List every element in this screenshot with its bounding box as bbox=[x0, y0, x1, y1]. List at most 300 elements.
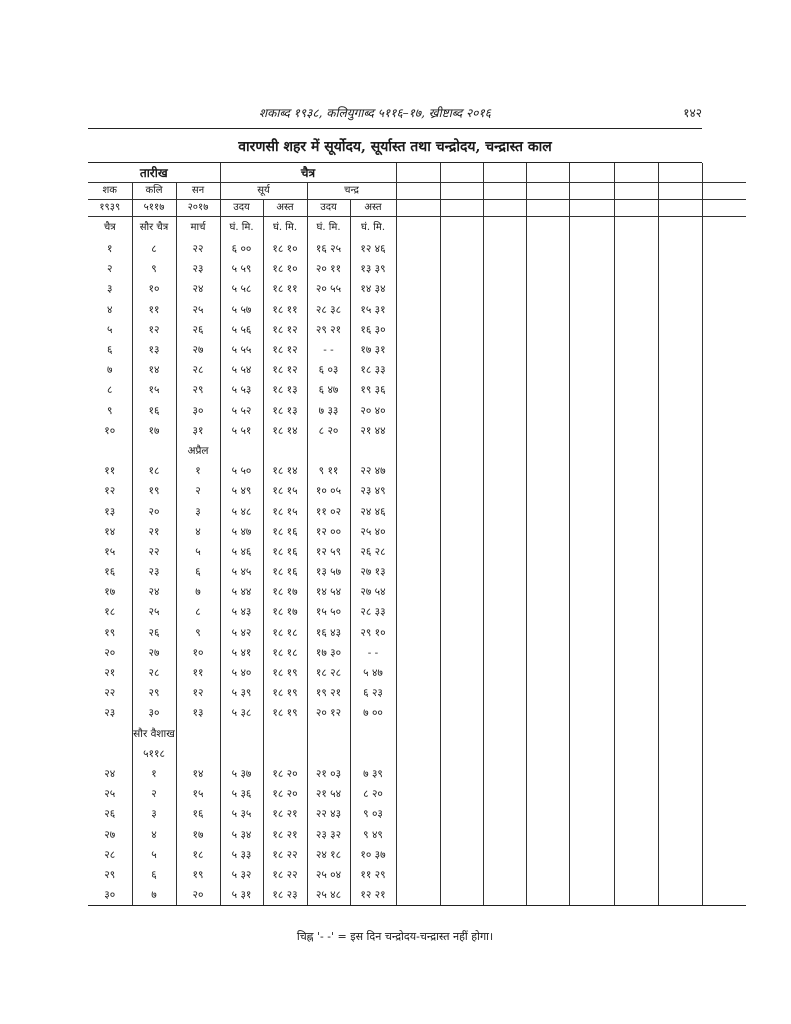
table-cell: ११ bbox=[132, 300, 176, 320]
unit-cell: चैत्र bbox=[103, 222, 116, 233]
table-cell: ५ ४९ bbox=[220, 481, 263, 501]
empty-cell bbox=[658, 703, 702, 723]
table-cell: ५ ४३ bbox=[220, 602, 263, 622]
empty-cell bbox=[483, 461, 526, 481]
empty-cell bbox=[658, 522, 702, 542]
table-cell: सौर वैशाख bbox=[132, 724, 176, 744]
table-row bbox=[88, 582, 746, 602]
table-cell: ५ ४८ bbox=[220, 501, 263, 521]
table-cell: ५ ३५ bbox=[220, 804, 263, 824]
empty-cell bbox=[396, 380, 440, 400]
empty-cell bbox=[569, 643, 614, 663]
empty-cell bbox=[396, 784, 440, 804]
empty-cell bbox=[483, 320, 526, 340]
empty-cell bbox=[569, 340, 614, 360]
table-cell: ५ ५१ bbox=[220, 421, 263, 441]
empty-cell bbox=[614, 340, 658, 360]
table-cell: २० bbox=[104, 646, 116, 659]
table-row bbox=[88, 380, 746, 400]
table-cell: १८ १० bbox=[263, 239, 307, 259]
empty-cell bbox=[440, 360, 483, 380]
table-cell bbox=[220, 724, 263, 744]
table-cell: २९ १० bbox=[350, 623, 396, 643]
empty-cell bbox=[658, 724, 702, 744]
empty-cell bbox=[569, 885, 614, 906]
empty-cell bbox=[526, 239, 569, 259]
empty-cell bbox=[702, 784, 746, 804]
empty-cell bbox=[569, 421, 614, 441]
empty-cell bbox=[614, 562, 658, 582]
table-cell: १८ २८ bbox=[307, 663, 350, 683]
empty-cell bbox=[396, 360, 440, 380]
table-cell: १२ २१ bbox=[350, 885, 396, 906]
table-cell: ८ bbox=[107, 384, 113, 397]
empty-cell bbox=[526, 461, 569, 481]
table-cell bbox=[88, 441, 132, 461]
empty-cell bbox=[658, 744, 702, 764]
empty-cell bbox=[614, 845, 658, 865]
table-cell: २५ bbox=[132, 602, 176, 622]
chandra-header: चन्द्र bbox=[307, 183, 396, 200]
table-cell: २१ bbox=[104, 667, 116, 680]
table-cell: ९ ०३ bbox=[350, 804, 396, 824]
empty-cell bbox=[658, 824, 702, 844]
empty-cell bbox=[658, 259, 702, 279]
empty-cell bbox=[483, 421, 526, 441]
kali-header: कलि bbox=[132, 183, 176, 200]
unit-cell: मार्च bbox=[176, 217, 220, 240]
empty-cell bbox=[483, 764, 526, 784]
empty-cell bbox=[440, 703, 483, 723]
empty-cell bbox=[614, 380, 658, 400]
table-cell: १० bbox=[176, 643, 220, 663]
table-cell: ८ bbox=[176, 602, 220, 622]
table-cell: ४ bbox=[107, 303, 113, 316]
empty-cell bbox=[658, 804, 702, 824]
empty-cell bbox=[526, 522, 569, 542]
empty-cell bbox=[702, 340, 746, 360]
table-cell: ५ ३७ bbox=[220, 764, 263, 784]
table-cell: ५११८ bbox=[132, 744, 176, 764]
table-cell: १८ ११ bbox=[263, 300, 307, 320]
empty-cell bbox=[526, 824, 569, 844]
empty-cell bbox=[614, 441, 658, 461]
table-cell: ३० bbox=[88, 885, 132, 906]
table-row bbox=[88, 481, 746, 501]
table-row bbox=[88, 643, 746, 663]
empty-cell bbox=[569, 259, 614, 279]
table-cell: १९ bbox=[132, 481, 176, 501]
table-cell: ५ ५७ bbox=[220, 300, 263, 320]
table-row bbox=[88, 683, 746, 703]
empty-cell bbox=[396, 865, 440, 885]
table-cell: १९ ३६ bbox=[350, 380, 396, 400]
empty-cell bbox=[658, 582, 702, 602]
table-cell: २ bbox=[132, 784, 176, 804]
empty-cell bbox=[396, 481, 440, 501]
table-cell: अप्रैल bbox=[176, 441, 220, 461]
table-cell: २९ bbox=[132, 683, 176, 703]
empty-cell bbox=[614, 784, 658, 804]
table-cell: ७ bbox=[176, 582, 220, 602]
table-cell: २९ २१ bbox=[307, 320, 350, 340]
table-cell: २० १२ bbox=[307, 703, 350, 723]
unit-cell: घं. मि. bbox=[307, 217, 350, 240]
empty-cell bbox=[569, 360, 614, 380]
empty-cell bbox=[569, 623, 614, 643]
empty-cell bbox=[440, 441, 483, 461]
empty-cell bbox=[702, 300, 746, 320]
table-cell: १८ १५ bbox=[263, 501, 307, 521]
empty-cell bbox=[483, 865, 526, 885]
empty-cell bbox=[702, 562, 746, 582]
table-cell: २२ bbox=[104, 687, 116, 700]
empty-cell bbox=[569, 401, 614, 421]
empty-cell bbox=[526, 804, 569, 824]
empty-cell bbox=[396, 259, 440, 279]
empty-cell bbox=[440, 643, 483, 663]
empty-cell bbox=[614, 744, 658, 764]
empty-cell bbox=[614, 279, 658, 299]
empty-cell bbox=[614, 623, 658, 643]
table-cell: ६ २३ bbox=[350, 683, 396, 703]
empty-cell bbox=[658, 865, 702, 885]
empty-cell bbox=[658, 562, 702, 582]
surya-header: सूर्य bbox=[220, 183, 307, 200]
table-cell: १२ bbox=[176, 683, 220, 703]
table-cell: १५ bbox=[176, 784, 220, 804]
empty-cell bbox=[569, 501, 614, 521]
table-cell: १५ bbox=[132, 380, 176, 400]
table-row bbox=[88, 360, 746, 380]
table-row bbox=[88, 623, 746, 643]
empty-cell bbox=[658, 602, 702, 622]
empty-cell bbox=[658, 663, 702, 683]
table-row bbox=[88, 421, 746, 441]
empty-cell bbox=[614, 421, 658, 441]
empty-cell bbox=[483, 441, 526, 461]
empty-cell bbox=[440, 602, 483, 622]
table-cell: १६ bbox=[132, 401, 176, 421]
table-cell: १४ ५४ bbox=[307, 582, 350, 602]
san-year: २०१७ bbox=[176, 200, 220, 217]
table-row bbox=[88, 239, 746, 259]
table-cell: १५ ५० bbox=[307, 602, 350, 622]
table-cell: ५ ३४ bbox=[220, 824, 263, 844]
table-cell: २० bbox=[132, 501, 176, 521]
table-cell: ११ bbox=[176, 663, 220, 683]
table-cell: ४ bbox=[176, 522, 220, 542]
empty-cell bbox=[569, 481, 614, 501]
empty-cell bbox=[483, 845, 526, 865]
empty-cell bbox=[614, 259, 658, 279]
table-cell: १९ bbox=[176, 865, 220, 885]
table-cell: १४ bbox=[104, 525, 116, 538]
empty-cell bbox=[526, 663, 569, 683]
table-cell: २२ ४७ bbox=[350, 461, 396, 481]
table-cell: १८ २२ bbox=[263, 845, 307, 865]
table-cell: १० bbox=[132, 279, 176, 299]
table-cell bbox=[307, 724, 350, 744]
empty-cell bbox=[526, 501, 569, 521]
table-cell: १७ ३१ bbox=[350, 340, 396, 360]
table-cell: २७ bbox=[132, 643, 176, 663]
empty-cell bbox=[440, 421, 483, 441]
table-cell: ५ ५६ bbox=[220, 320, 263, 340]
empty-cell bbox=[396, 623, 440, 643]
empty-cell bbox=[702, 845, 746, 865]
table-row bbox=[88, 279, 746, 299]
table-cell: १८ २० bbox=[263, 764, 307, 784]
table-cell: ११ २९ bbox=[350, 865, 396, 885]
unit-cell: घं. मि. bbox=[350, 217, 396, 240]
empty-cell bbox=[396, 845, 440, 865]
table-cell: २४ bbox=[132, 582, 176, 602]
table-cell: ५ ४२ bbox=[220, 623, 263, 643]
table-cell: २४ ४६ bbox=[350, 501, 396, 521]
san-header: सन bbox=[176, 183, 220, 200]
empty-cell bbox=[702, 380, 746, 400]
empty-cell bbox=[483, 724, 526, 744]
empty-cell bbox=[396, 320, 440, 340]
empty-cell bbox=[526, 340, 569, 360]
table-cell: ५ bbox=[176, 542, 220, 562]
table-cell: १४ bbox=[176, 764, 220, 784]
table-cell bbox=[88, 744, 132, 764]
table-cell: १८ १० bbox=[263, 259, 307, 279]
header-row-2 bbox=[88, 183, 746, 200]
table-cell: १३ ३९ bbox=[350, 259, 396, 279]
empty-cell bbox=[396, 764, 440, 784]
empty-cell bbox=[483, 562, 526, 582]
chandra-uday-header: उदय bbox=[307, 200, 350, 217]
empty-cell bbox=[440, 401, 483, 421]
empty-cell bbox=[569, 320, 614, 340]
table-cell: १६ ३० bbox=[350, 320, 396, 340]
empty-cell bbox=[526, 300, 569, 320]
table-cell: १३ bbox=[176, 703, 220, 723]
empty-cell bbox=[702, 683, 746, 703]
table-cell: १८ १९ bbox=[263, 703, 307, 723]
table-cell: ६ bbox=[107, 344, 113, 357]
empty-cell bbox=[526, 703, 569, 723]
empty-cell bbox=[396, 562, 440, 582]
table-cell bbox=[263, 744, 307, 764]
table-cell: २८ bbox=[104, 848, 116, 861]
table-cell: ३० bbox=[132, 703, 176, 723]
table-cell: ५ ४७ bbox=[220, 522, 263, 542]
table-cell: २ bbox=[176, 481, 220, 501]
table-cell: १८ १७ bbox=[263, 602, 307, 622]
empty-cell bbox=[569, 542, 614, 562]
empty-cell bbox=[483, 703, 526, 723]
table-cell: १७ bbox=[104, 586, 116, 599]
table-cell: २८ ३३ bbox=[350, 602, 396, 622]
table-cell: १८ २० bbox=[263, 784, 307, 804]
table-cell: ९ bbox=[132, 259, 176, 279]
empty-cell bbox=[440, 239, 483, 259]
table-cell: २० ११ bbox=[307, 259, 350, 279]
table-cell: २१ ०३ bbox=[307, 764, 350, 784]
empty-cell bbox=[526, 562, 569, 582]
empty-cell bbox=[526, 845, 569, 865]
empty-cell bbox=[614, 602, 658, 622]
table-cell: २४ १८ bbox=[307, 845, 350, 865]
empty-cell bbox=[658, 340, 702, 360]
table-cell: ६ ०३ bbox=[307, 360, 350, 380]
empty-cell bbox=[483, 360, 526, 380]
table-row bbox=[88, 885, 746, 906]
empty-cell bbox=[614, 360, 658, 380]
table-cell: ५ ५४ bbox=[220, 360, 263, 380]
empty-cell bbox=[483, 582, 526, 602]
empty-cell bbox=[440, 340, 483, 360]
table-cell: १४ ३४ bbox=[350, 279, 396, 299]
table-cell: २८ bbox=[176, 360, 220, 380]
empty-cell bbox=[658, 401, 702, 421]
table-cell: २१ bbox=[132, 522, 176, 542]
empty-cell bbox=[440, 461, 483, 481]
empty-cell bbox=[440, 744, 483, 764]
table-cell: ५ ३२ bbox=[220, 865, 263, 885]
empty-cell bbox=[483, 259, 526, 279]
empty-cell bbox=[483, 623, 526, 643]
table-cell: २६ bbox=[176, 320, 220, 340]
table-cell: १८ १५ bbox=[263, 481, 307, 501]
table-cell bbox=[263, 724, 307, 744]
table-cell: १५ bbox=[104, 545, 116, 558]
table-row bbox=[88, 300, 746, 320]
table-cell: ५ ४१ bbox=[220, 643, 263, 663]
table-cell: २७ bbox=[104, 828, 116, 841]
table-cell: ७ bbox=[107, 364, 113, 377]
empty-cell bbox=[569, 300, 614, 320]
table-cell: २७ १३ bbox=[350, 562, 396, 582]
table-cell: ५ bbox=[107, 323, 113, 336]
empty-cell bbox=[702, 865, 746, 885]
empty-cell bbox=[569, 784, 614, 804]
empty-cell bbox=[526, 259, 569, 279]
empty-cell bbox=[526, 623, 569, 643]
empty-cell bbox=[702, 824, 746, 844]
empty-cell bbox=[483, 501, 526, 521]
empty-cell bbox=[526, 441, 569, 461]
empty-cell bbox=[569, 239, 614, 259]
empty-cell bbox=[483, 885, 526, 906]
empty-cell bbox=[396, 643, 440, 663]
table-cell: १ bbox=[107, 243, 113, 256]
table-cell: २८ bbox=[132, 663, 176, 683]
empty-cell bbox=[526, 380, 569, 400]
table-row bbox=[88, 461, 746, 481]
table-cell: ८ २० bbox=[350, 784, 396, 804]
empty-cell bbox=[658, 845, 702, 865]
table-cell: ७ ३३ bbox=[307, 401, 350, 421]
table-cell: ५ ४४ bbox=[220, 582, 263, 602]
empty-cell bbox=[702, 623, 746, 643]
empty-cell bbox=[569, 461, 614, 481]
empty-cell bbox=[396, 340, 440, 360]
empty-cell bbox=[658, 300, 702, 320]
table-cell: ३ bbox=[132, 804, 176, 824]
empty-cell bbox=[483, 643, 526, 663]
table-cell: १५ ३१ bbox=[350, 300, 396, 320]
empty-cell bbox=[569, 724, 614, 744]
table-cell: १८ १३ bbox=[263, 380, 307, 400]
empty-cell bbox=[526, 683, 569, 703]
table-cell: २९ bbox=[176, 380, 220, 400]
empty-cell bbox=[702, 724, 746, 744]
table-cell: २३ bbox=[132, 562, 176, 582]
empty-cell bbox=[614, 824, 658, 844]
empty-cell bbox=[702, 401, 746, 421]
table-cell: ५ bbox=[132, 845, 176, 865]
table-cell bbox=[220, 441, 263, 461]
table-cell: १३ ५७ bbox=[307, 562, 350, 582]
empty-cell bbox=[658, 542, 702, 562]
empty-cell bbox=[702, 602, 746, 622]
table-cell: १८ १८ bbox=[263, 623, 307, 643]
table-cell bbox=[350, 441, 396, 461]
empty-cell bbox=[658, 320, 702, 340]
empty-cell bbox=[702, 885, 746, 906]
table-row bbox=[88, 542, 746, 562]
table-cell: १८ १७ bbox=[263, 582, 307, 602]
table-cell: १४ bbox=[132, 360, 176, 380]
empty-cell bbox=[614, 724, 658, 744]
empty-cell bbox=[526, 885, 569, 906]
empty-cell bbox=[396, 421, 440, 441]
running-header-text: शकाब्द १९३८, कलियुगाब्द ५११६–१७, ख्रीष्टाब्द २०१६ bbox=[259, 106, 491, 120]
empty-cell bbox=[396, 300, 440, 320]
empty-cell bbox=[614, 501, 658, 521]
empty-cell bbox=[396, 441, 440, 461]
empty-cell bbox=[526, 724, 569, 744]
empty-cell bbox=[396, 501, 440, 521]
table-cell: ६ ४७ bbox=[307, 380, 350, 400]
empty-cell bbox=[440, 784, 483, 804]
empty-cell bbox=[658, 421, 702, 441]
empty-cell bbox=[440, 865, 483, 885]
table-cell: १८ १८ bbox=[263, 643, 307, 663]
table-cell bbox=[88, 724, 132, 744]
empty-cell bbox=[526, 542, 569, 562]
empty-cell bbox=[440, 845, 483, 865]
empty-cell bbox=[614, 300, 658, 320]
empty-cell bbox=[440, 764, 483, 784]
empty-cell bbox=[396, 663, 440, 683]
table-cell: २ bbox=[107, 263, 113, 276]
tarikh-header: तारीख bbox=[88, 163, 220, 183]
empty-cell bbox=[526, 320, 569, 340]
table-cell: ४ bbox=[132, 824, 176, 844]
empty-cell bbox=[569, 824, 614, 844]
table-cell: १ bbox=[176, 461, 220, 481]
table-row bbox=[88, 865, 746, 885]
table-cell: - - bbox=[307, 340, 350, 360]
empty-cell bbox=[569, 804, 614, 824]
empty-cell bbox=[614, 643, 658, 663]
empty-cell bbox=[569, 441, 614, 461]
empty-cell bbox=[702, 744, 746, 764]
empty-cell bbox=[702, 522, 746, 542]
empty-cell bbox=[483, 340, 526, 360]
empty-cell bbox=[483, 401, 526, 421]
table-cell: १० bbox=[104, 424, 116, 437]
empty-cell bbox=[440, 542, 483, 562]
empty-cell bbox=[658, 623, 702, 643]
table-cell bbox=[176, 724, 220, 744]
